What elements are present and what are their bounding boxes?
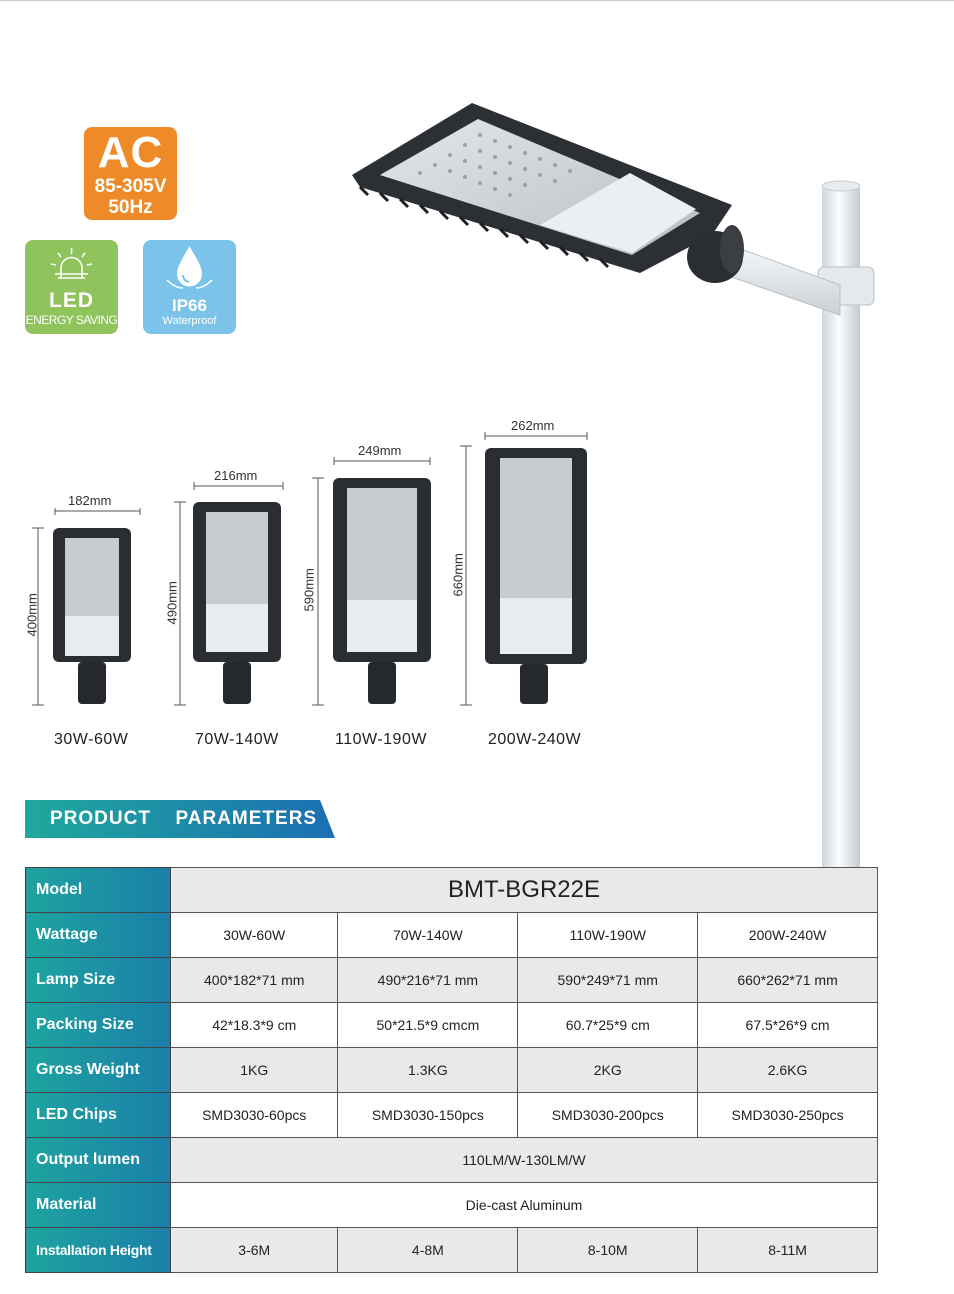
- table-cell: 660*262*71 mm: [698, 958, 878, 1003]
- height-label-3: 590mm: [301, 568, 317, 612]
- table-row: [26, 1003, 878, 1048]
- row-header-packing-size: Packing Size: [26, 1003, 171, 1048]
- table-cell: 8-11M: [698, 1228, 878, 1273]
- table-cell: SMD3030-60pcs: [171, 1093, 338, 1138]
- table-cell: SMD3030-150pcs: [338, 1093, 518, 1138]
- table-cell: 110LM/W-130LM/W: [171, 1138, 878, 1183]
- ac-title: AC: [97, 128, 164, 177]
- table-cell: 8-10M: [518, 1228, 698, 1273]
- height-label-2: 490mm: [164, 581, 180, 625]
- table-row: [26, 1228, 878, 1273]
- ac-voltage: 85-305V: [94, 176, 167, 197]
- table-row: [26, 958, 878, 1003]
- led-title: LED: [49, 289, 94, 312]
- table-cell: 2.6KG: [698, 1048, 878, 1093]
- row-header-wattage: Wattage: [26, 913, 171, 958]
- table-cell: 60.7*25*9 cm: [518, 1003, 698, 1048]
- led-energy-saving-badge: [25, 240, 118, 334]
- table-row: [26, 913, 878, 958]
- size-comparison-drawing: [20, 420, 620, 720]
- height-label-1: 400mm: [24, 593, 40, 637]
- width-label-2: 216mm: [214, 468, 258, 483]
- table-row: [26, 1048, 878, 1093]
- table-cell: SMD3030-250pcs: [698, 1093, 878, 1138]
- table-row: [26, 868, 878, 913]
- led-subtitle: ENERGY SAVING: [25, 313, 118, 327]
- table-cell: 3-6M: [171, 1228, 338, 1273]
- row-header-gross-weight: Gross Weight: [26, 1048, 171, 1093]
- table-cell: 42*18.3*9 cm: [171, 1003, 338, 1048]
- model-value: BMT-BGR22E: [171, 868, 878, 913]
- ip-title: IP66: [172, 296, 207, 315]
- table-cell: 50*21.5*9 cmcm: [338, 1003, 518, 1048]
- row-header-led-chips: LED Chips: [26, 1093, 171, 1138]
- table-cell: 490*216*71 mm: [338, 958, 518, 1003]
- ac-frequency: 50Hz: [108, 197, 153, 218]
- width-label-1: 182mm: [68, 493, 112, 508]
- table-cell: 110W-190W: [518, 913, 698, 958]
- ip-subtitle: Waterproof: [162, 315, 217, 327]
- bulb-icon: [25, 240, 118, 290]
- water-drop-icon: [143, 240, 236, 298]
- table-cell: 70W-140W: [338, 913, 518, 958]
- row-header-model: Model: [26, 868, 171, 913]
- table-row: [26, 1183, 878, 1228]
- table-cell: 400*182*71 mm: [171, 958, 338, 1003]
- width-label-4: 262mm: [511, 418, 555, 433]
- table-row: [26, 1138, 878, 1183]
- row-header-installation-height: Installation Height: [26, 1228, 171, 1273]
- top-border: [0, 0, 954, 1]
- wattage-label-3: 110W-190W: [335, 731, 427, 748]
- wattage-label-2: 70W-140W: [195, 731, 279, 748]
- section-title: PRODUCT PARAMETERS: [50, 808, 318, 829]
- ip66-waterproof-badge: [143, 240, 236, 334]
- table-cell: SMD3030-200pcs: [518, 1093, 698, 1138]
- row-header-material: Material: [26, 1183, 171, 1228]
- table-cell: 30W-60W: [171, 913, 338, 958]
- row-header-output-lumen: Output lumen: [26, 1138, 171, 1183]
- ac-voltage-badge: [84, 127, 177, 220]
- table-cell: 590*249*71 mm: [518, 958, 698, 1003]
- table-cell: 1KG: [171, 1048, 338, 1093]
- height-label-4: 660mm: [450, 553, 466, 597]
- table-cell: 67.5*26*9 cm: [698, 1003, 878, 1048]
- table-cell: 1.3KG: [338, 1048, 518, 1093]
- parameters-table: [25, 867, 878, 1273]
- table-cell: 4-8M: [338, 1228, 518, 1273]
- table-cell: 200W-240W: [698, 913, 878, 958]
- width-label-3: 249mm: [358, 443, 402, 458]
- row-header-lamp-size: Lamp Size: [26, 958, 171, 1003]
- table-cell: 2KG: [518, 1048, 698, 1093]
- wattage-label-4: 200W-240W: [488, 731, 582, 748]
- table-row: [26, 1093, 878, 1138]
- wattage-label-1: 30W-60W: [54, 731, 129, 748]
- table-cell: Die-cast Aluminum: [171, 1183, 878, 1228]
